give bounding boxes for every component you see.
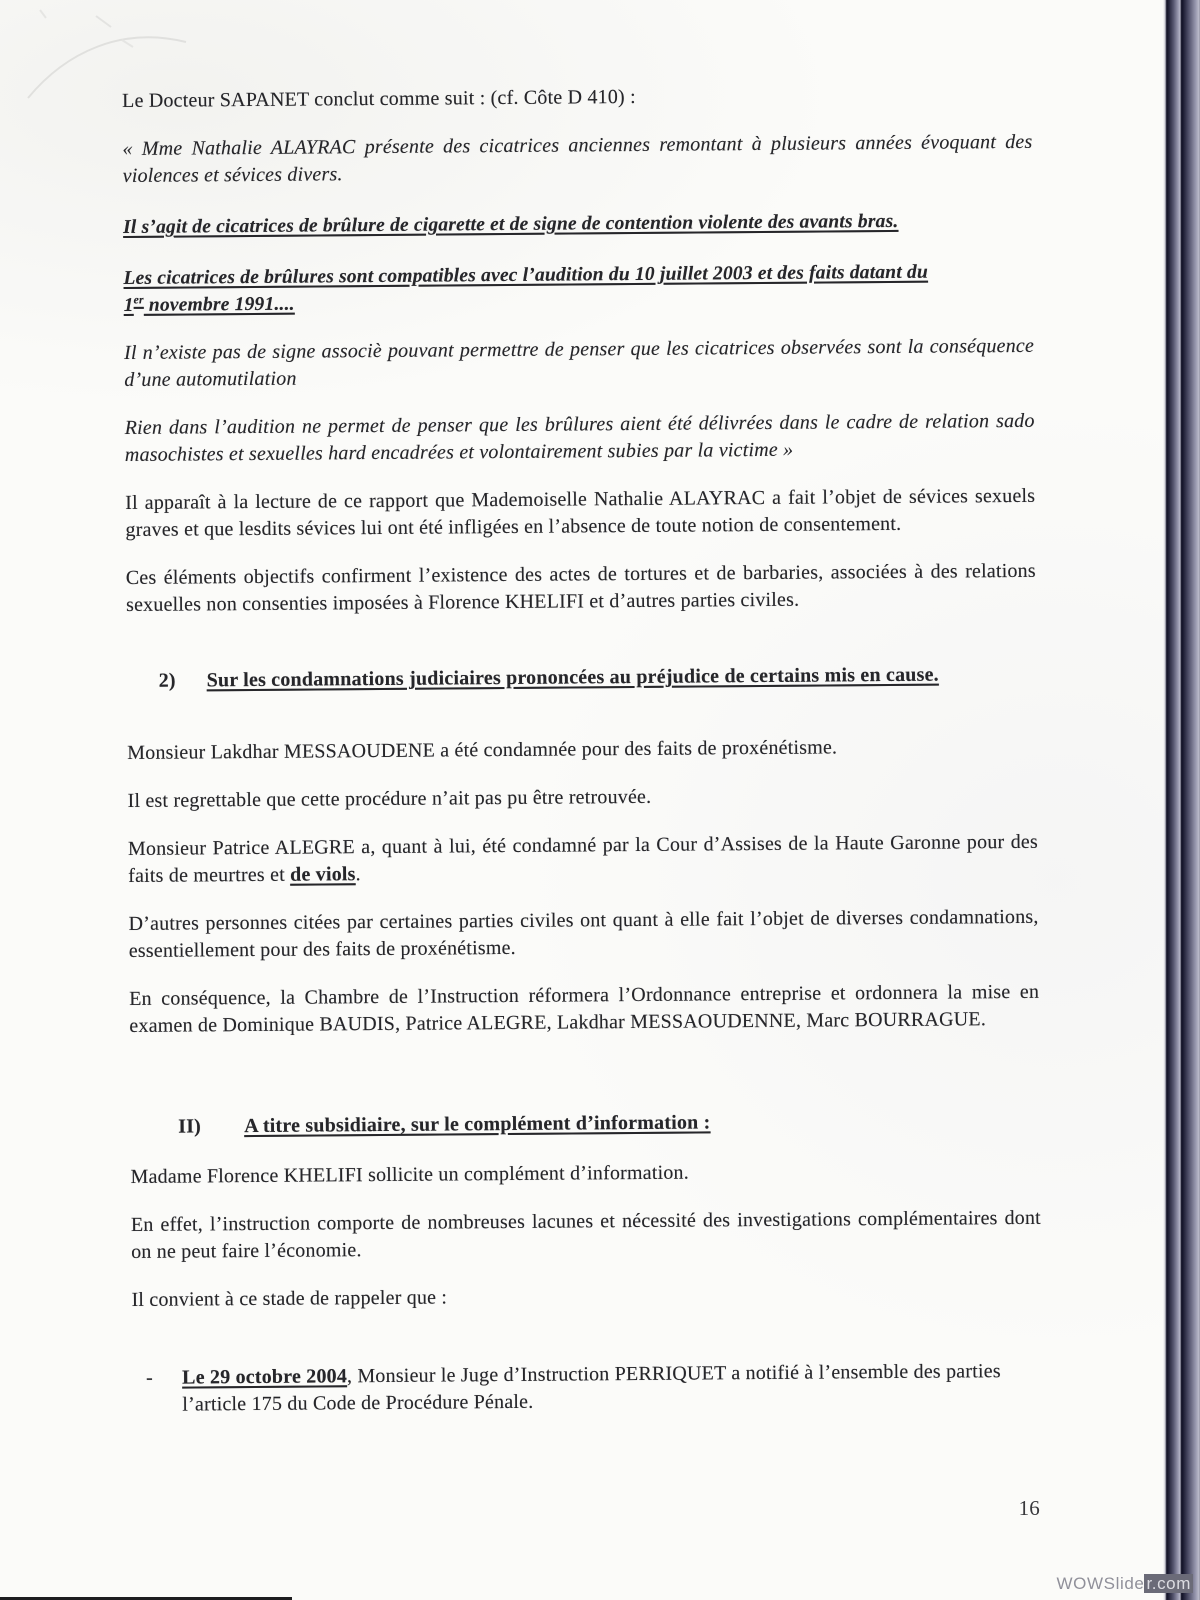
text-run: Monsieur Patrice ALEGRE a, quant à lui, été condamné par la Cour d’Assises de la Haute Garonne pour des faits de meurtres et de viols. xyxy=(127,830,1039,887)
expert-quote-heading-2 xyxy=(123,258,1033,319)
text-run: En conséquence, la Chambre de l’Instruction réformera l’Ordonnance entreprise et ordonnera la mise en examen de Dominique BAUDIS, Patrice ALEGRE, Lakdhar MESSAOUDENNE, Marc BOURRAGUE. xyxy=(129,980,1040,1037)
text-run: Les cicatrices de brûlures sont compatibles avec l’audition du 10 juillet 2003 et des faits datant du 1er novembre 1991.... xyxy=(123,261,929,316)
text-run: Il convient à ce stade de rappeler que : xyxy=(131,1286,448,1311)
text-run: Monsieur Lakdhar MESSAOUDENE a été condamnée pour des faits de proxénétisme. xyxy=(127,736,838,764)
paragraph-instruction-lacunes xyxy=(131,1205,1041,1266)
section-2-heading xyxy=(127,661,1037,695)
text-run: Ces éléments objectifs confirment l’existence des actes de tortures et de barbaries, associées à des relations sexuelles non consenties imposées à Florence KHELIFI et d’autres parties civiles. xyxy=(125,559,1036,616)
paragraph-khelifi xyxy=(130,1157,1040,1191)
text-run: Il n’existe pas de signe associè pouvant permettre de penser que les cicatrices observées sont la conséquence d’une automutilation xyxy=(123,334,1035,391)
text-run: Le 29 octobre 2004, Monsieur le Juge d’Instruction PERRIQUET a notifié à l’ensemble des parties l’article 175 du Code de Procédure Pénale. xyxy=(182,1360,1001,1416)
analysis-paragraph-1 xyxy=(125,483,1035,544)
text-run: En effet, l’instruction comporte de nombreuses lacunes et nécessité des investigations complémentaires dont on ne peut faire l’économie. xyxy=(130,1206,1041,1263)
watermark-link[interactable] xyxy=(1057,1570,1193,1597)
text-run: Madame Florence KHELIFI sollicite un complément d’information. xyxy=(130,1161,689,1188)
expert-quote-1 xyxy=(122,129,1032,190)
expert-quote-3 xyxy=(125,408,1035,469)
paragraph-consequence xyxy=(129,979,1039,1040)
paragraph-autres-personnes xyxy=(128,904,1038,965)
watermark-text-prefix: WOWSlide xyxy=(1056,1574,1145,1593)
paragraph-messaoudene xyxy=(127,733,1037,767)
expert-quote-2 xyxy=(124,333,1034,394)
list-marker: 2) xyxy=(158,669,176,692)
list-marker: II) xyxy=(178,1115,202,1138)
text-run: Rien dans l’audition ne permet de penser que les brûlures aient été délivrées dans le cadre de relation sado masochistes et sexuelles hard encadrées et volontairement subies par la victime » xyxy=(124,409,1035,466)
paragraph-procedure xyxy=(127,781,1037,815)
page-edge-shadow xyxy=(1163,0,1200,1600)
section-ii-heading xyxy=(130,1107,1040,1141)
text-run: Sur les condamnations judiciaires prononcées au préjudice de certains mis en cause. xyxy=(206,663,939,692)
paragraph-rappel xyxy=(131,1280,1041,1314)
watermark-text-suffix: r.com xyxy=(1146,1574,1191,1593)
text-run: D’autres personnes citées par certaines parties civiles ont quant à elle fait l’objet de diverses condamnations, essentiellement pour des faits de proxénétisme. xyxy=(128,905,1039,962)
text-run: Il est regrettable que cette procédure n’ait pas pu être retrouvée. xyxy=(127,785,652,812)
paragraph-alegre xyxy=(128,829,1038,890)
text-run: Il apparaît à la lecture de ce rapport que Mademoiselle Nathalie ALAYRAC a fait l’objet de sévices sexuels graves et que lesdits sévices lui ont été infligées en l’absence de toute notion de consentement. xyxy=(125,484,1036,541)
text-run: Il s’agit de cicatrices de brûlure de cigarette et de signe de contention violente des avants bras. xyxy=(123,210,899,238)
bullet-29-octobre xyxy=(132,1358,1042,1419)
page-number: 16 xyxy=(1018,1496,1040,1520)
document-blocks xyxy=(122,81,1043,1440)
analysis-paragraph-2 xyxy=(126,558,1036,619)
intro-line xyxy=(122,81,1032,115)
text-run: Le Docteur SAPANET conclut comme suit : (cf. Côte D 410) : xyxy=(122,85,636,112)
list-marker: - xyxy=(146,1366,154,1389)
text-run: A titre subsidiaire, sur le complément d’information : xyxy=(244,1111,711,1138)
expert-quote-heading-1 xyxy=(123,207,1033,241)
text-run: « Mme Nathalie ALAYRAC présente des cicatrices anciennes remontant à plusieurs années évoquant des violences et sévices divers. xyxy=(122,130,1033,187)
